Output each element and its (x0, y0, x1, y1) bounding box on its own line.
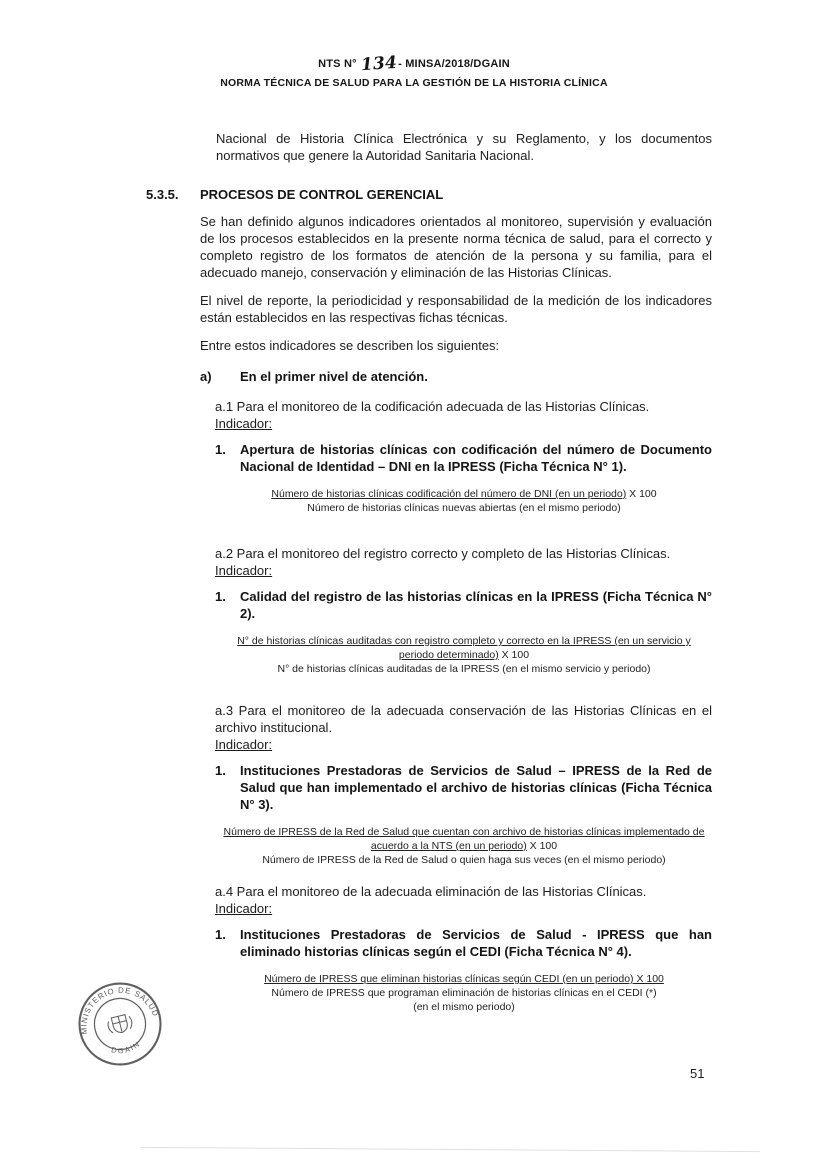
formula-a4-denominator-line2: (en el mismo periodo) (413, 1001, 515, 1013)
subsection-a4-lead: a.4 Para el monitoreo de la adecuada eliminación de las Historias Clínicas. (215, 884, 647, 899)
formula-a4-denominator-line1: Número de IPRESS que programan eliminación de historias clínicas en el CEDI (*) (271, 987, 657, 999)
formula-a2-times: X 100 (498, 649, 530, 661)
section-number: 5.3.5. (146, 187, 179, 202)
subsection-a2 (215, 545, 712, 579)
document-title: NORMA TÉCNICA DE SALUD PARA LA GESTIÓN DE LA HISTORIA CLÍNICA (220, 77, 608, 89)
formula-a3-numerator-line1 (216, 825, 712, 839)
paragraph-reporting: El nivel de reporte, la periodicidad y responsabilidad de la medición de los indicadores están establecidos en las respectivas fichas técnicas. (200, 293, 712, 325)
formula-a1-numerator-text: Número de historias clínicas codificación del número de DNI (en un periodo) (271, 488, 627, 500)
formula-a3-denominator: Número de IPRESS de la Red de Salud o quien haga sus veces (en el mismo periodo) (262, 854, 666, 866)
indicator-item-a3 (215, 762, 712, 813)
formula-a1-numerator (216, 487, 712, 501)
indicator-item-a1 (215, 441, 712, 475)
indicator-label-a4: Indicador: (215, 901, 273, 916)
subsection-a1 (215, 398, 712, 432)
formula-a2-numerator-line1-text: N° de historias clínicas auditadas con registro completo y correcto en la IPRESS (en un servicio y (237, 635, 691, 647)
paragraph-continuation: Nacional de Historia Clínica Electrónica y su Reglamento, y los documentos normativos que genere la Autoridad Sanitaria Nacional. (216, 131, 712, 163)
scan-artifact-line (140, 1147, 760, 1152)
formula-a2-denominator: N° de historias clínicas auditadas de la IPRESS (en el mismo servicio y periodo) (277, 663, 651, 675)
seal-arc-text: MINISTERIO DE SALUD (79, 985, 161, 1035)
formula-a3-numerator-line2-text: acuerdo a la NTS (en un periodo) (370, 840, 527, 852)
subsection-a3-lead: a.3 Para el monitoreo de la adecuada conservación de las Historias Clínicas en el archivo institucional. (215, 703, 712, 735)
indicator-text-a1: Apertura de historias clínicas con codificación del número de Documento Nacional de Identidad – DNI en la IPRESS (Ficha Técnica N° 1). (240, 442, 712, 474)
seal-bottom-text: DGAIN (110, 1038, 143, 1056)
formula-a4-numerator-text: Número de IPRESS que eliminan historias clínicas según CEDI (en un periodo) X 100 (264, 973, 664, 985)
indicator-item-a4 (215, 926, 712, 960)
nts-number-line (0, 54, 828, 74)
subsection-a2-lead: a.2 Para el monitoreo del registro correcto y completo de las Historias Clínicas. (215, 546, 671, 561)
handwritten-nts-number: 134 (360, 52, 398, 76)
section-heading (146, 186, 712, 203)
indicator-number-a3: 1. (215, 763, 226, 778)
formula-a3-numerator-line1-text: Número de IPRESS de la Red de Salud que cuentan con archivo de historias clínicas implementado de (223, 826, 705, 838)
subsection-a1-lead: a.1 Para el monitoreo de la codificación adecuada de las Historias Clínicas. (215, 399, 650, 414)
formula-a2-numerator-line2 (216, 648, 712, 662)
indicator-number-a4: 1. (215, 927, 226, 942)
subsection-a3 (215, 702, 712, 753)
list-item-a-text: En el primer nivel de atención. (240, 369, 428, 384)
formula-a1 (216, 487, 712, 515)
formula-a1-times: X 100 (626, 488, 657, 500)
formula-a4 (216, 972, 712, 1014)
list-item-a-label: a) (200, 369, 212, 384)
formula-a4-numerator (216, 972, 712, 986)
document-body (146, 130, 712, 1014)
section-title: PROCESOS DE CONTROL GERENCIAL (200, 187, 444, 202)
indicator-text-a2: Calidad del registro de las historias clínicas en la IPRESS (Ficha Técnica N° 2). (240, 589, 712, 621)
formula-a1-denominator: Número de historias clínicas nuevas abiertas (en el mismo periodo) (307, 502, 621, 514)
formula-a2 (216, 634, 712, 676)
formula-a3-times: X 100 (526, 840, 558, 852)
document-header (0, 54, 828, 89)
indicator-item-a2 (215, 588, 712, 622)
indicator-label-a1: Indicador: (215, 416, 273, 431)
formula-a3 (216, 825, 712, 867)
nts-suffix: - MINSA/2018/DGAIN (398, 58, 510, 70)
formula-a3-numerator-line2 (216, 839, 712, 853)
seal-coat-of-arms-icon (106, 1013, 133, 1035)
indicator-number-a2: 1. (215, 589, 226, 604)
paragraph-intro: Se han definido algunos indicadores orientados al monitoreo, supervisión y evaluación de los procesos establecidos en la presente norma técnica de salud, para el correcto y completo registro de los formatos de atención de la persona y su familia, para el adecuado manejo, conservación y eliminación de las Historias Clínicas. (200, 214, 712, 280)
paragraph-indicators-list: Entre estos indicadores se describen los siguientes: (200, 338, 500, 353)
indicator-label-a2: Indicador: (215, 563, 273, 578)
formula-a2-numerator-line2-text: periodo determinado) (398, 649, 499, 661)
page-number: 51 (690, 1066, 705, 1081)
indicator-text-a3: Instituciones Prestadoras de Servicios de Salud – IPRESS de la Red de Salud que han implementado el archivo de historias clínicas (Ficha Técnica N° 3). (240, 763, 712, 812)
indicator-text-a4: Instituciones Prestadoras de Servicios de Salud - IPRESS que han eliminado historias clínicas según el CEDI (Ficha Técnica N° 4). (240, 927, 712, 959)
nts-prefix: NTS N° (318, 58, 357, 70)
indicator-label-a3: Indicador: (215, 737, 273, 752)
list-item-a (200, 368, 712, 385)
subsection-a4 (215, 883, 712, 917)
indicator-number-a1: 1. (215, 442, 226, 457)
formula-a2-numerator-line1 (216, 634, 712, 648)
